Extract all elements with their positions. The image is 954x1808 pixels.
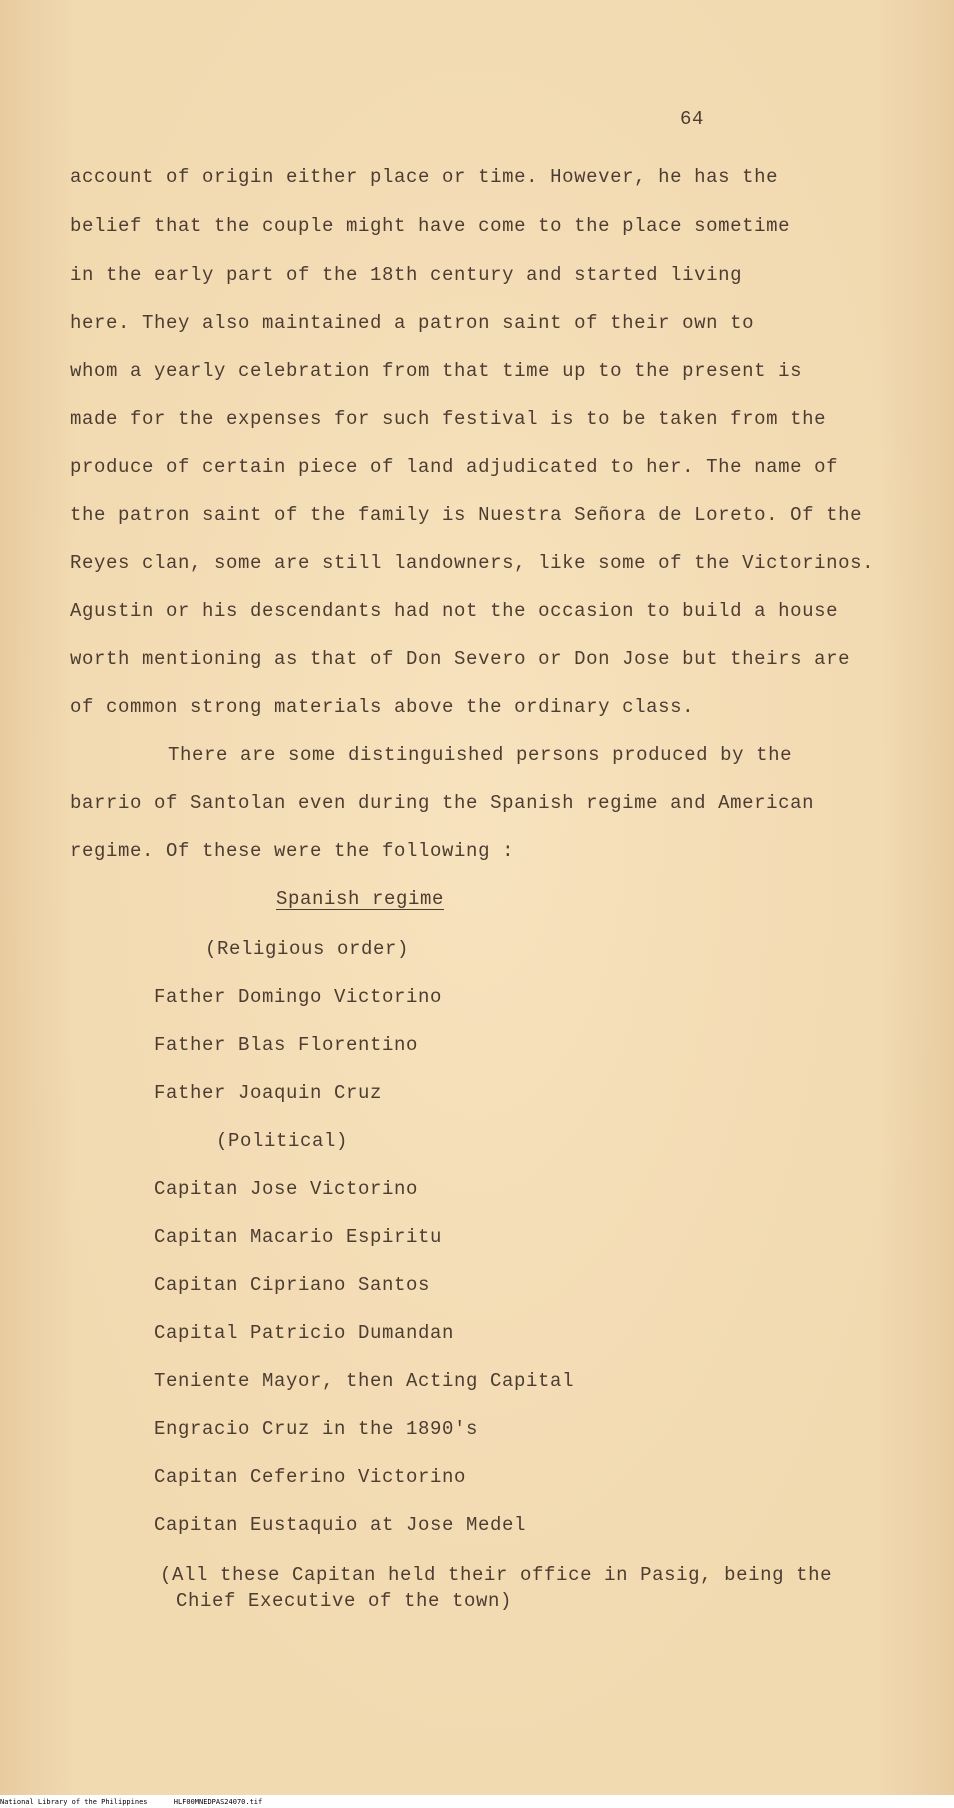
body-line: belief that the couple might have come to the place sometime [70, 215, 791, 237]
body-line: Agustin or his descendants had not the occasion to build a house [70, 600, 839, 622]
footer-file: HLF00MNEDPAS24070.tif [173, 1798, 263, 1806]
intro-line: barrio of Santolan even during the Spanish regime and American [70, 792, 815, 814]
list-item: Capital Patricio Dumandan [154, 1322, 455, 1344]
page-number: 64 [680, 108, 705, 130]
body-line: produce of certain piece of land adjudicated to her. The name of [70, 456, 839, 478]
body-line: in the early part of the 18th century and started living [70, 264, 743, 286]
list-item: Capitan Jose Victorino [154, 1178, 419, 1200]
note-line: Chief Executive of the town) [176, 1590, 513, 1612]
note-line: (All these Capitan held their office in Pasig, being the [160, 1564, 833, 1586]
body-line: of common strong materials above the ordinary class. [70, 696, 695, 718]
political-label: (Political) [216, 1130, 349, 1152]
body-line: whom a yearly celebration from that time up to the present is [70, 360, 803, 382]
body-line: the patron saint of the family is Nuestra Señora de Loreto. Of the [70, 504, 863, 526]
list-item: Capitan Macario Espiritu [154, 1226, 443, 1248]
body-line: account of origin either place or time. However, he has the [70, 166, 779, 188]
list-item: Capitan Ceferino Victorino [154, 1466, 467, 1488]
intro-line: There are some distinguished persons produced by the [168, 744, 793, 766]
body-line: worth mentioning as that of Don Severo or Don Jose but theirs are [70, 648, 851, 670]
list-item: Teniente Mayor, then Acting Capital [154, 1370, 575, 1392]
body-line: here. They also maintained a patron saint of their own to [70, 312, 755, 334]
list-item: Capitan Eustaquio at Jose Medel [154, 1514, 527, 1536]
list-item: Capitan Cipriano Santos [154, 1274, 431, 1296]
list-item: Engracio Cruz in the 1890's [154, 1418, 479, 1440]
body-line: Reyes clan, some are still landowners, like some of the Victorinos. [70, 552, 875, 574]
religious-order-label: (Religious order) [205, 938, 410, 960]
scan-footer [0, 1797, 954, 1808]
list-item: Father Blas Florentino [154, 1034, 419, 1056]
intro-line: regime. Of these were the following : [70, 840, 515, 862]
section-heading: Spanish regime [276, 888, 445, 910]
list-item: Father Domingo Victorino [154, 986, 443, 1008]
list-item: Father Joaquin Cruz [154, 1082, 383, 1104]
footer-library: National Library of the Philippines [0, 1798, 148, 1806]
body-line: made for the expenses for such festival is to be taken from the [70, 408, 827, 430]
